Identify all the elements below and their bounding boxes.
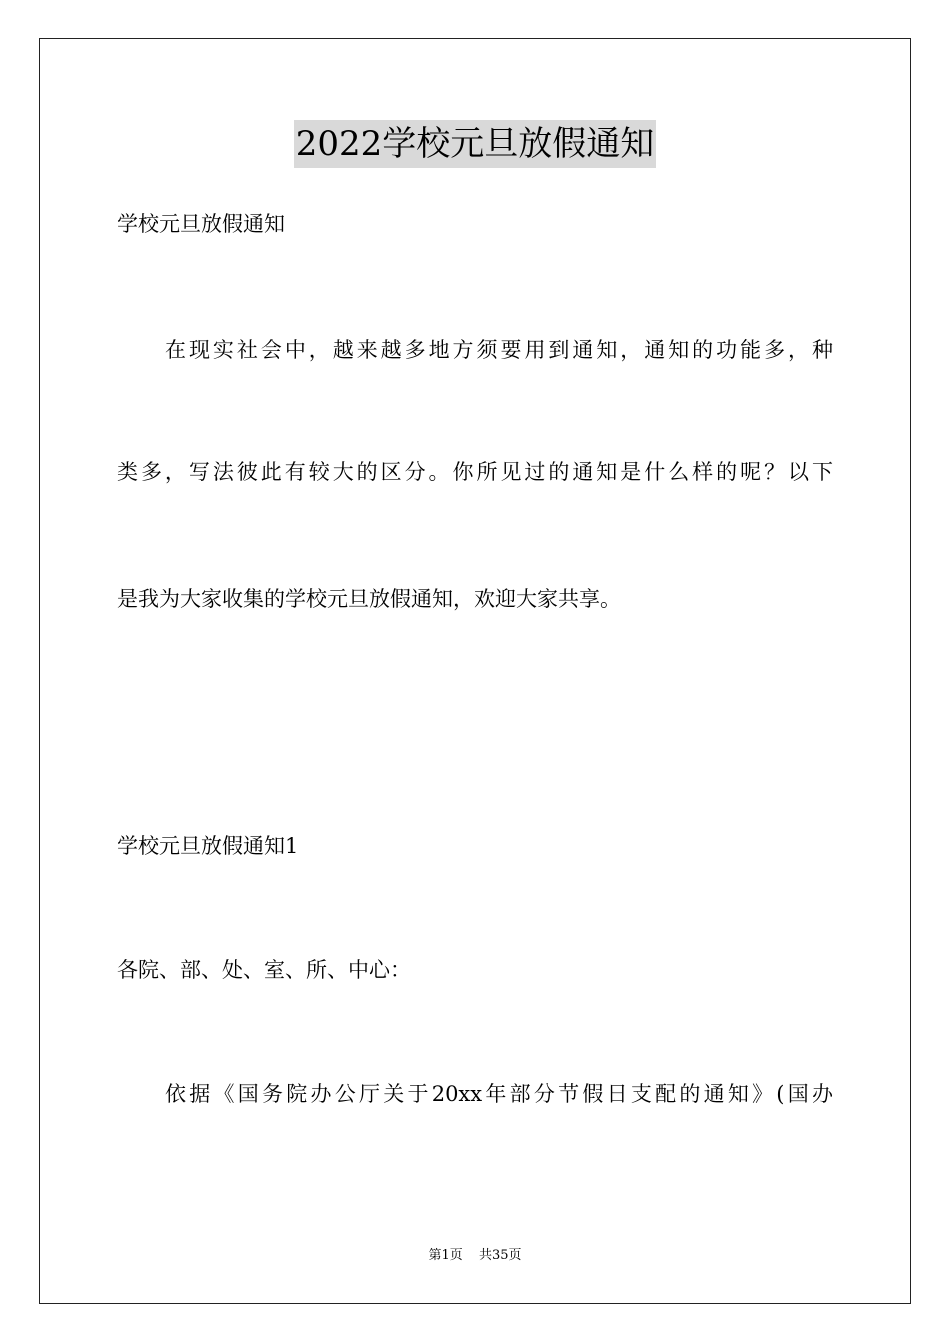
page-footer	[0, 1246, 950, 1266]
page-number: 第1页	[428, 1248, 463, 1263]
body-line: 依据《国务院办公厅关于20xx年部分节假日支配的通知》(国办	[165, 1082, 833, 1106]
subtitle: 学校元旦放假通知	[117, 212, 285, 236]
page-total: 共35页	[478, 1248, 522, 1263]
document-title	[0, 120, 950, 168]
intro-line-1: 在现实社会中，越来越多地方须要用到通知，通知的功能多，种	[165, 338, 833, 362]
salutation: 各院、部、处、室、所、中心：	[117, 958, 411, 982]
intro-line-3: 是我为大家收集的学校元旦放假通知，欢迎大家共享。	[117, 587, 621, 611]
title-text: 2022学校元旦放假通知	[294, 120, 657, 168]
section-heading: 学校元旦放假通知1	[117, 834, 299, 858]
intro-line-2: 类多，写法彼此有较大的区分。你所见过的通知是什么样的呢？以下	[117, 460, 833, 484]
